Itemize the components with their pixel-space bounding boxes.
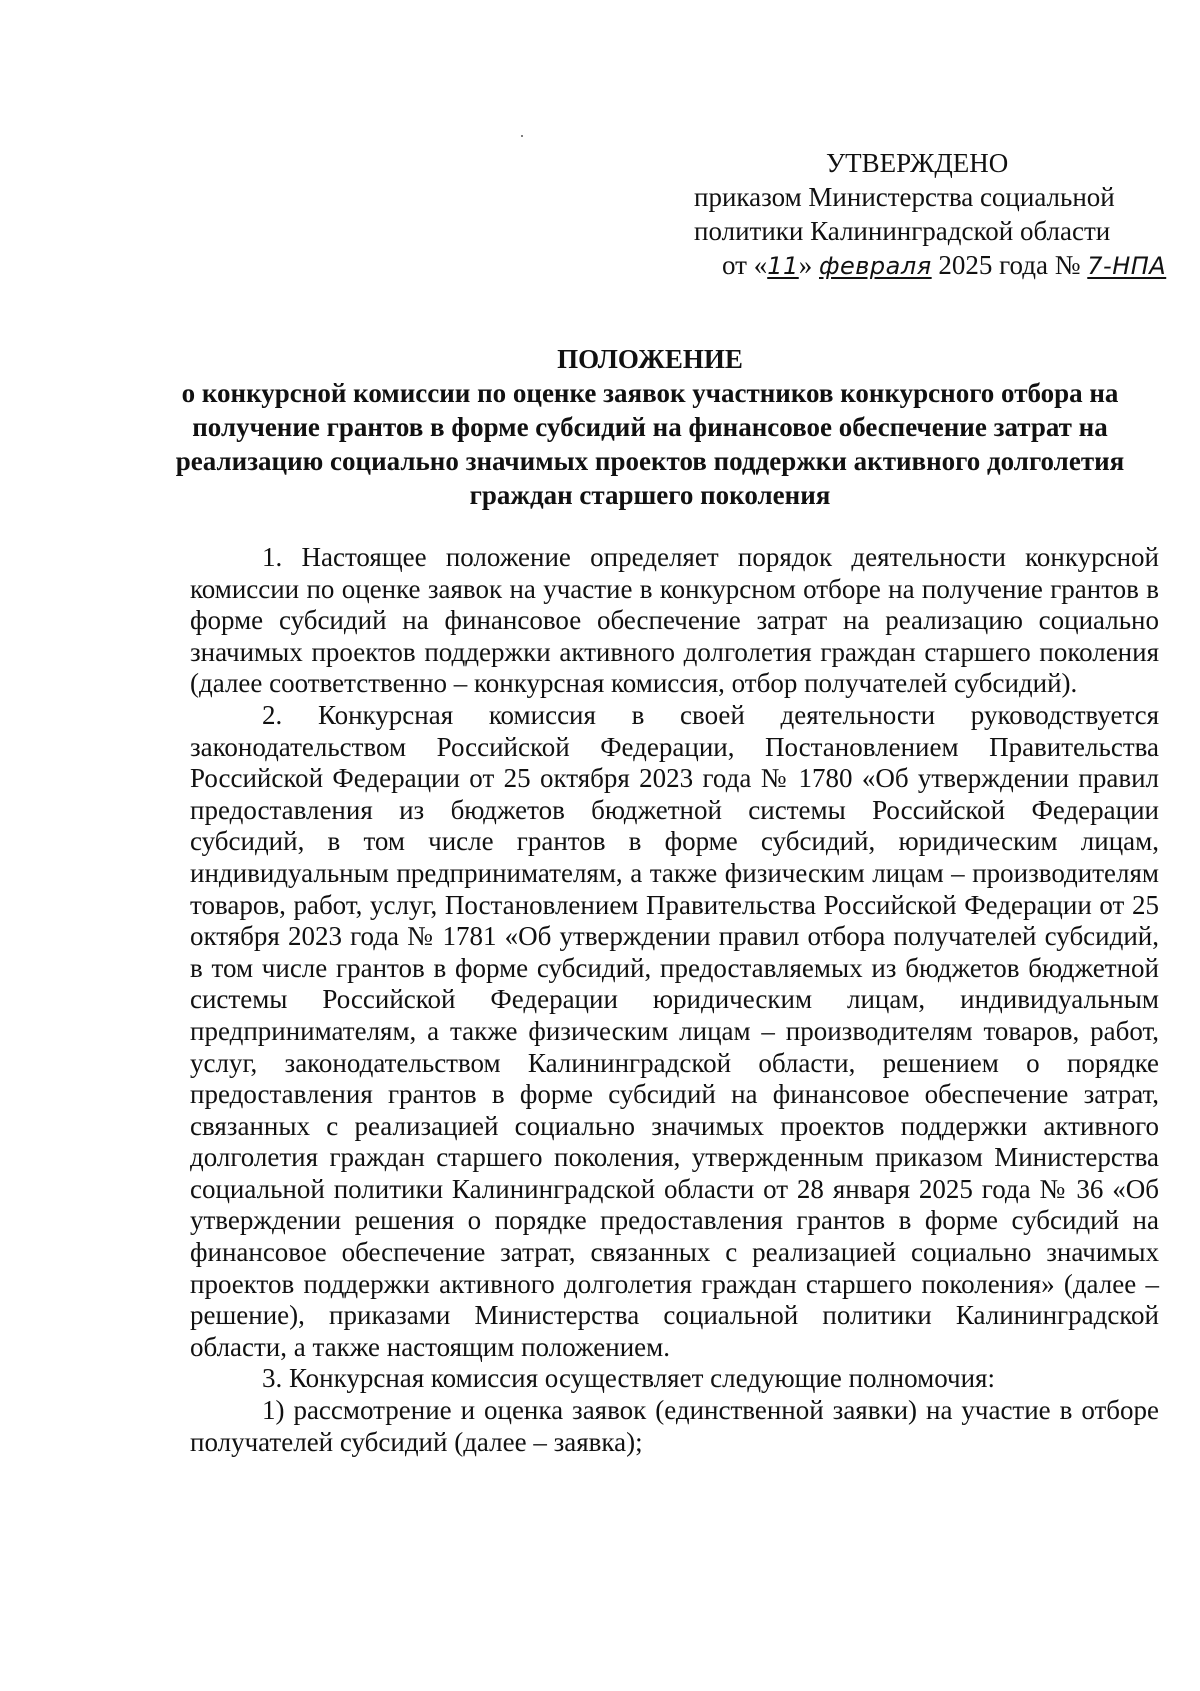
document-heading: [150, 342, 1150, 512]
approval-date-line: [694, 248, 1167, 283]
document-subtitle: о конкурсной комиссии по оценке заявок участников конкурсного отбора на получение грантов в форме субсидий на финансовое обеспечение затрат на реализацию социально значимых проектов поддержки активного долголетия граждан старшего поколения: [175, 378, 1125, 510]
approval-line-2: политики Калининградской области: [694, 216, 1111, 246]
handwritten-month: февраля: [819, 252, 932, 280]
scan-speck: [521, 135, 523, 137]
approval-title: УТВЕРЖДЕНО: [826, 148, 1009, 178]
approval-stamp-block: [694, 146, 1167, 283]
handwritten-order-number: 7-НПА: [1087, 252, 1167, 280]
paragraph-3: 3. Конкурсная комиссия осуществляет следующие полномочия:: [262, 1363, 995, 1394]
handwritten-day: 11: [767, 252, 799, 280]
paragraph-2: 2. Конкурсная комиссия в своей деятельности руководствуется законодательством Российской Федерации, Постановлением Правительства Российской Федерации от 25 октября 2023 года № 1780 «Об утверждении правил предоставления из бюджетов бюджетной системы Российской Федерации субсидий, в том числе грантов в форме субсидий, юридическим лицам, индивидуальным предпринимателям, а также физическим лицам – производителям товаров, работ, услуг, Постановлением Правительства Российской Федерации от 25 октября 2023 года № 1781 «Об утверждении правил отбора получателей субсидий, в том числе грантов в форме субсидий, предоставляемых из бюджетов бюджетной системы Российской Федерации юридическим лицам, индивидуальным предпринимателям, а также физическим лицам – производителям товаров, работ, услуг, законодательством Калининградской области, решением о порядке предоставления грантов в форме субсидий на финансовое обеспечение затрат, связанных с реализацией социально значимых проектов поддержки активного долголетия граждан старшего поколения, утвержденным приказом Министерства социальной политики Калининградской области от 28 января 2025 года № 36 «Об утверждении решения о порядке предоставления грантов в форме субсидий на финансовое обеспечение затрат, связанных с реализацией социально значимых проектов поддержки активного долголетия граждан старшего поколения» (далее – решение), приказами Министерства социальной политики Калининградской области, а также настоящим положением.: [190, 699, 1159, 1362]
date-prefix: от «: [722, 250, 768, 280]
document-title: ПОЛОЖЕНИЕ: [557, 344, 743, 374]
date-mid: »: [798, 250, 813, 280]
date-year: 2025 года №: [938, 250, 1081, 280]
document-body: [190, 542, 1159, 1458]
paragraph-3-item-1: 1) рассмотрение и оценка заявок (единственной заявки) на участие в отборе получателей субсидий (далее – заявка);: [190, 1395, 1159, 1457]
paragraph-1: 1. Настоящее положение определяет порядок деятельности конкурсной комиссии по оценке заявок на участие в конкурсном отборе на получение грантов в форме субсидий на финансовое обеспечение затрат на реализацию социально значимых проектов поддержки активного долголетия граждан старшего поколения (далее соответственно – конкурсная комиссия, отбор получателей субсидий).: [190, 542, 1159, 699]
approval-line-1: приказом Министерства социальной: [694, 182, 1115, 212]
